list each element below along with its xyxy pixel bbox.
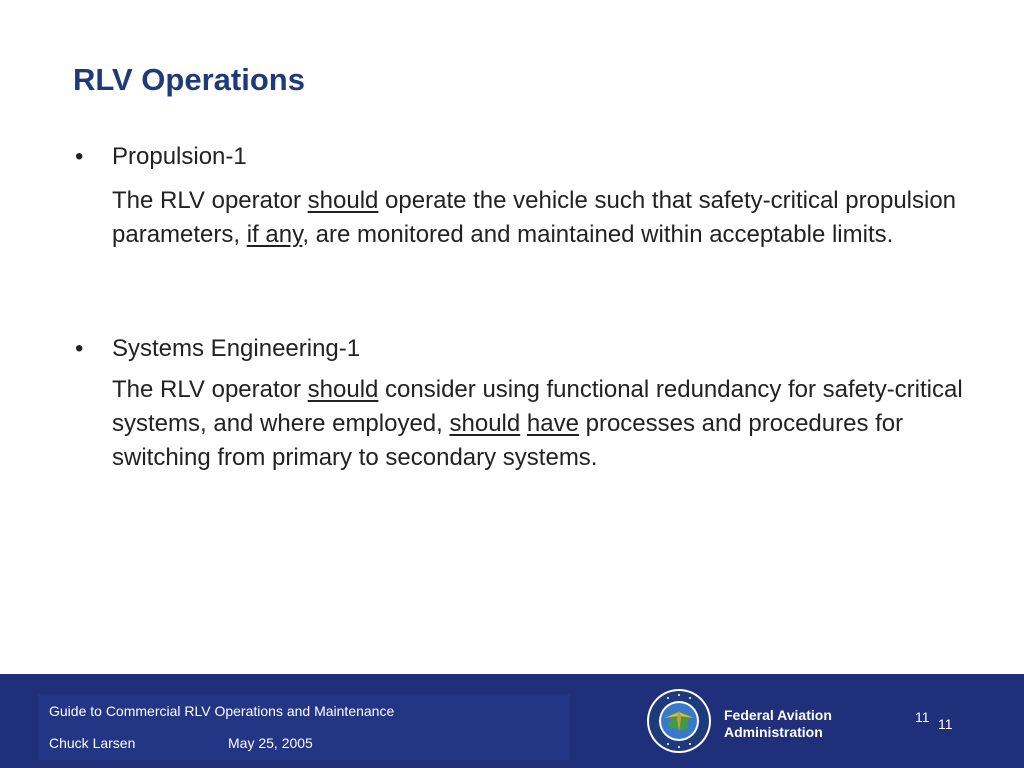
underlined-text: should	[307, 376, 379, 403]
footer-date: May 25, 2005	[228, 735, 313, 751]
footer-author: Chuck Larsen	[49, 735, 136, 751]
bullet-heading: Systems Engineering-1	[112, 335, 361, 362]
agency-name-line1: Federal Aviation	[724, 707, 832, 723]
paragraph-text: The RLV operator	[112, 376, 308, 403]
paragraph-text: The RLV operator	[112, 187, 308, 214]
underlined-text: should	[449, 410, 521, 437]
agency-name-line2: Administration	[724, 724, 823, 740]
underlined-text: should	[307, 187, 379, 214]
bullet-heading: Propulsion-1	[112, 143, 247, 170]
footer-guide-title: Guide to Commercial RLV Operations and Maintenance	[49, 703, 395, 719]
paragraph-text: , are monitored and maintained within acceptable limits.	[302, 221, 894, 248]
page-number: 11	[915, 709, 930, 725]
bullet-propulsion	[75, 143, 247, 171]
paragraph-propulsion	[112, 184, 972, 252]
paragraph-text: consider using functional redundancy for safety-critical systems, and where employed,	[112, 376, 963, 437]
underlined-text: if any	[246, 221, 303, 248]
slide-footer	[0, 674, 1024, 768]
agency-name	[724, 707, 832, 741]
paragraph-systems-engineering	[112, 373, 972, 475]
paragraph-text: operate the vehicle such that safety-critical propulsion parameters,	[112, 187, 957, 248]
bullet-systems-engineering	[75, 335, 360, 363]
bullet-marker: •	[75, 143, 84, 170]
footer-info-box	[38, 694, 570, 760]
paragraph-text: processes and procedures for switching from primary to secondary systems.	[112, 410, 904, 471]
paragraph-text	[520, 410, 527, 437]
page-number-duplicate: 11	[938, 716, 953, 732]
faa-seal-icon	[646, 688, 712, 754]
underlined-text: have	[526, 410, 579, 437]
bullet-marker: •	[75, 335, 84, 362]
slide-title: RLV Operations	[73, 62, 305, 97]
